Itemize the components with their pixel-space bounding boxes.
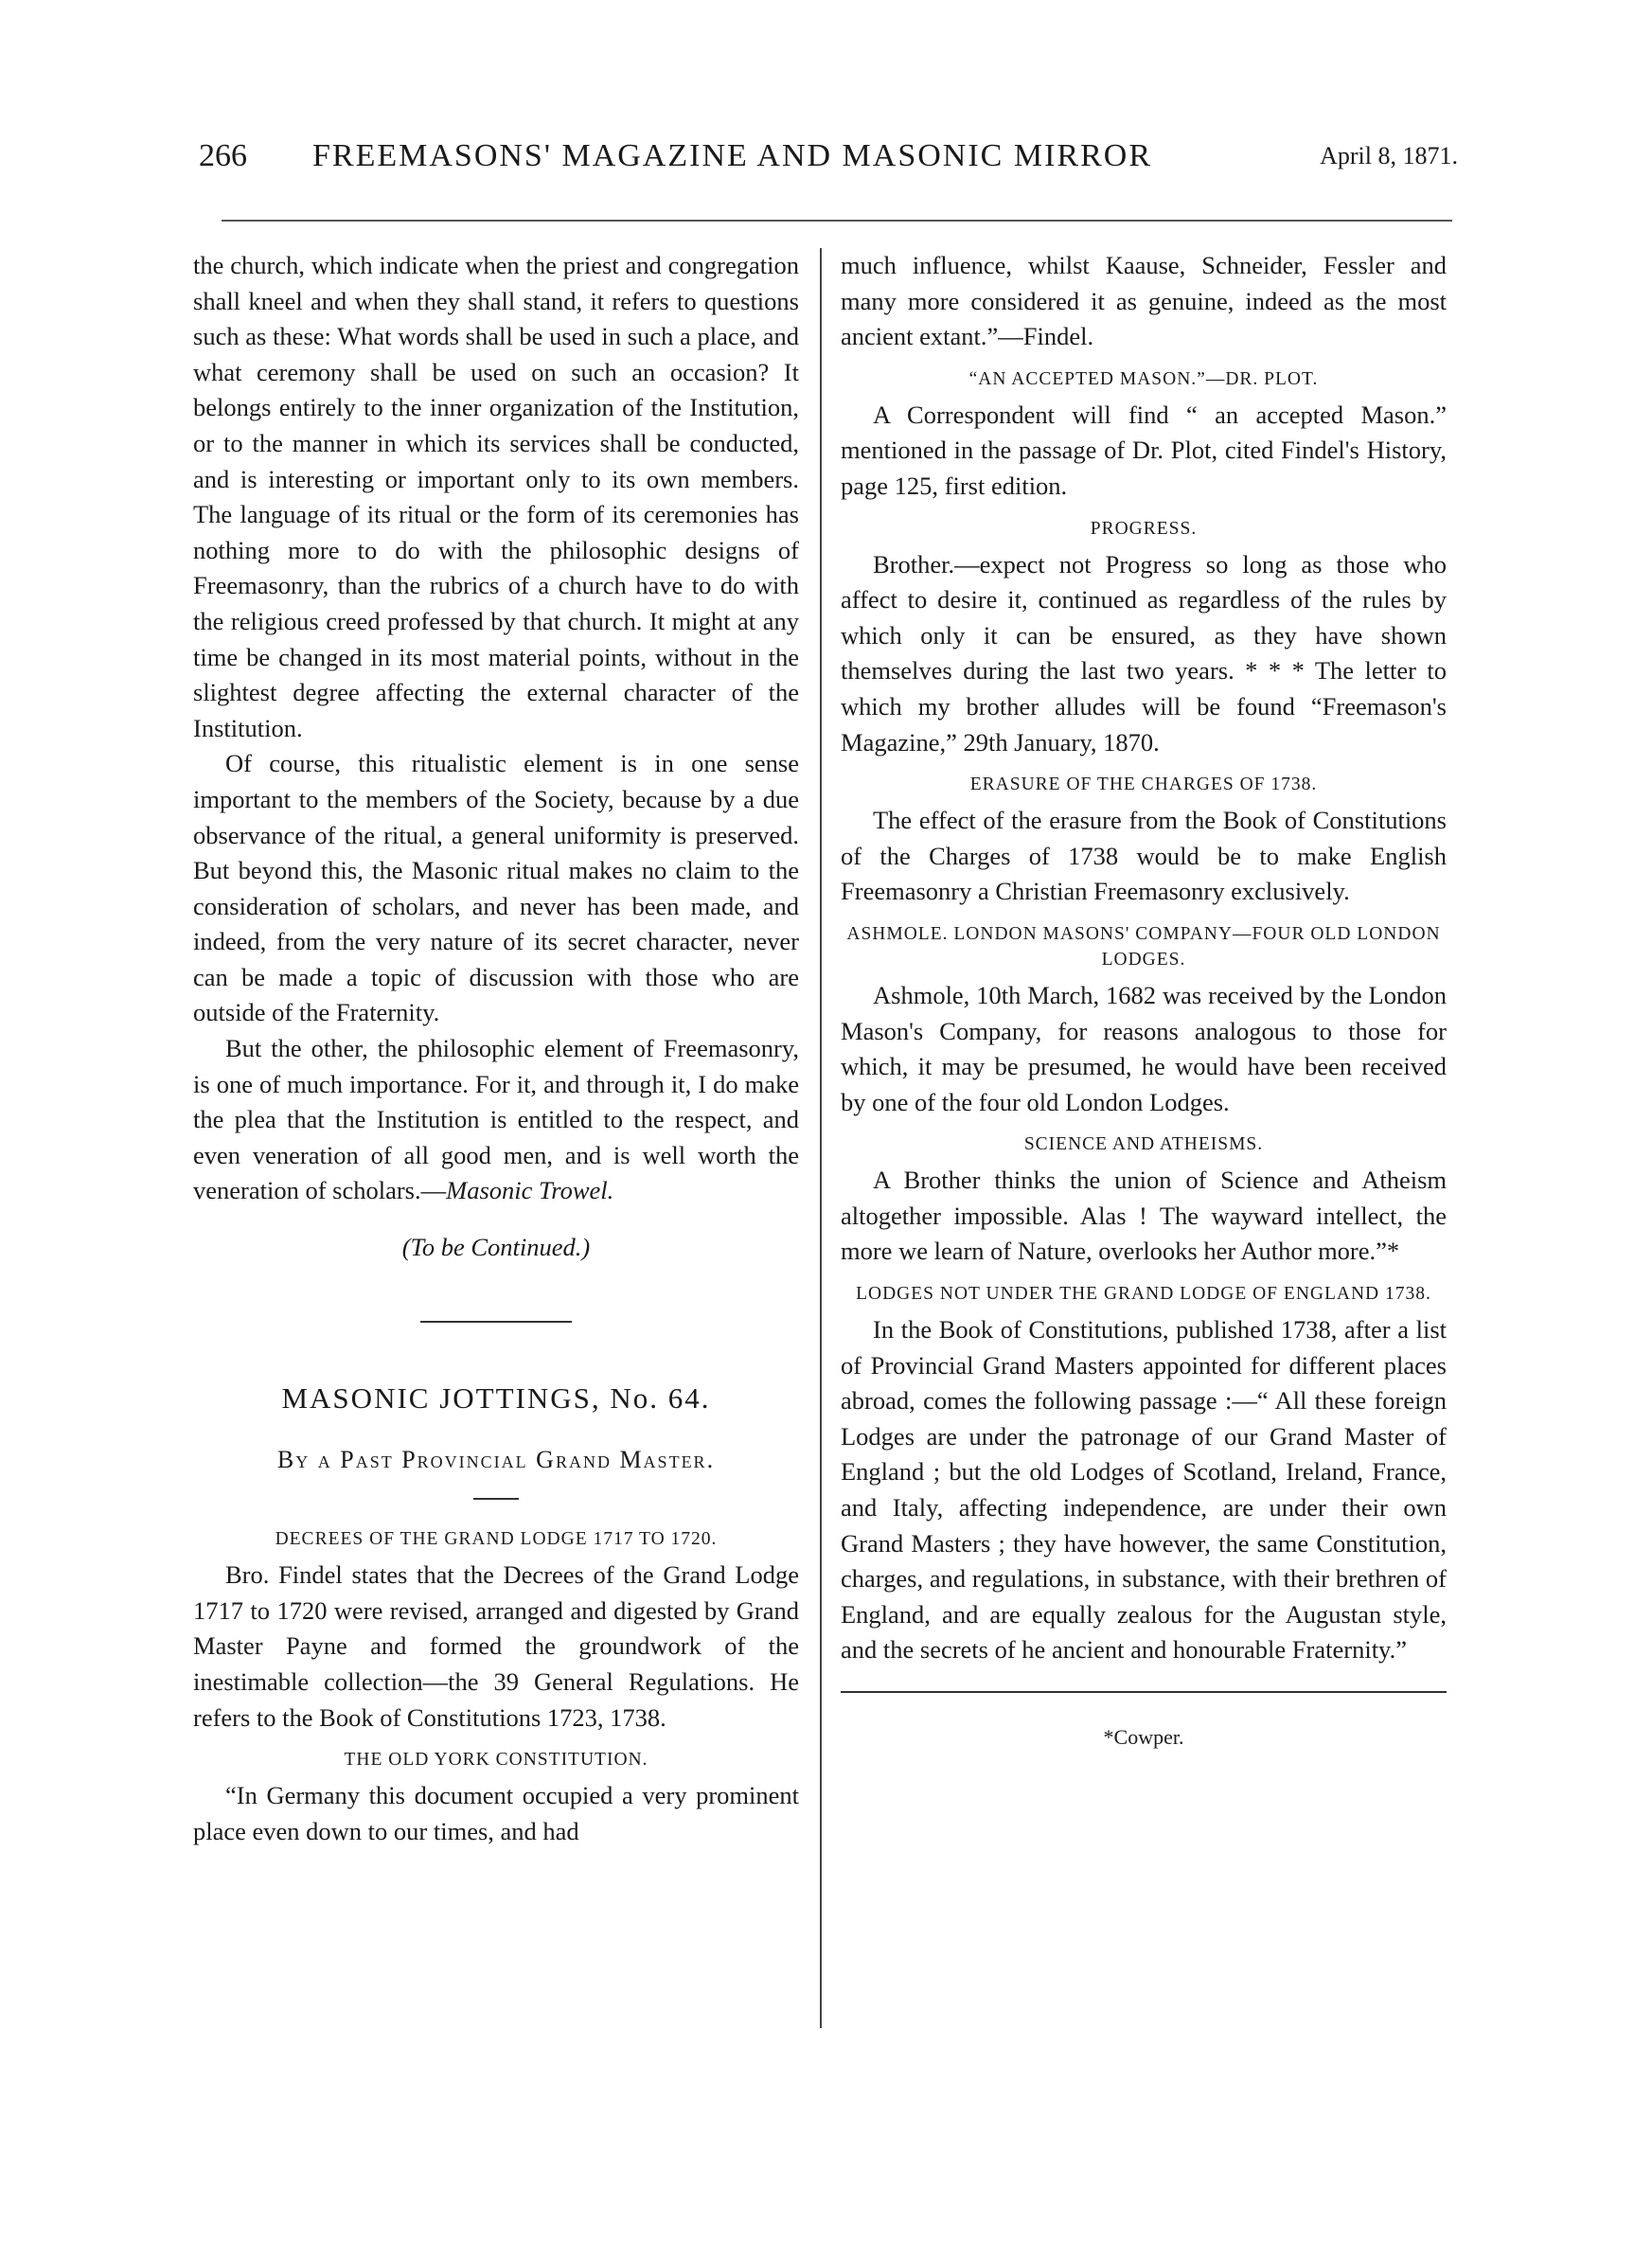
paragraph: “In Germany this document occupied a very prominent place even down to our times, and had <box>193 1781 799 1845</box>
header-rule <box>222 220 1452 222</box>
column-divider <box>820 248 822 2028</box>
section-heading: ASHMOLE. LONDON MASONS' COMPANY—FOUR OLD LONDON LODGES. <box>846 923 1441 970</box>
article-byline: By a Past Provincial Grand Master. <box>276 1445 716 1473</box>
byline-rule <box>473 1498 519 1500</box>
paragraph: In the Book of Constitutions, published 1738, after a list of Provincial Grand Masters appointed for different places abroad, comes the following passage :—“ All these foreign Lodges are under the patronage of our Grand Master of England ; but the old Lodges of Scotland, Ireland, France, and Italy, affecting independence, are under their own Grand Masters ; they have however, the same Constitution, charges, and regulations, in substance, with their brethren of England, and are equally zealous for the Augustan style, and the secrets of he ancient and honourable Fraternity.” <box>841 1315 1447 1665</box>
paragraph <box>193 1031 799 1209</box>
to-be-continued: (To be Continued.) <box>401 1233 591 1262</box>
paragraph: Bro. Findel states that the Decrees of the Grand Lodge 1717 to 1720 were revised, arranged and digested by Grand Master Payne and formed the groundwork of the inestimable collection—the 39 General Regulations. He refers to the Book of Constitutions 1723, 1738. <box>193 1560 799 1732</box>
section-heading: DECREES OF THE GRAND LODGE 1717 TO 1720. <box>275 1529 718 1550</box>
section-heading: ERASURE OF THE CHARGES OF 1738. <box>969 775 1318 795</box>
paragraph: the church, which indicate when the priest and congregation shall kneel and when they shall stand, it refers to questions such as these: What words shall be used in such a place, and what ceremony shall be used on such an occasion? It belongs entirely to the inner organization of the Institution, or to the manner in which its services shall be conducted, and is interesting or important only to its own members. The language of its ritual or the form of its ceremonies has nothing more to do with the philosophic designs of Freemasonry, than the rubrics of a church have to do with the religious creed professed by that church. It might at any time be changed in its most material points, without in the slightest degree affecting the external character of the Institution. <box>193 251 799 742</box>
issue-date: April 8, 1871. <box>1320 142 1458 169</box>
section-heading: THE OLD YORK CONSTITUTION. <box>344 1750 648 1771</box>
paragraph-text: But the other, the philosophic element of Freemasonry, is one of much importance. For it, and through it, I do make the plea that the Institution is entitled to the respect, and even veneration of all good men, and is well worth the veneration of scholars.— <box>193 1034 799 1205</box>
paragraph: The effect of the erasure from the Book of Constitutions of the Charges of 1738 would be to make English Freemasonry a Christian Freemasonry exclusively. <box>841 806 1447 906</box>
page-number: 266 <box>199 138 247 173</box>
section-rule <box>420 1321 572 1323</box>
section-heading: SCIENCE AND ATHEISMS. <box>1023 1134 1264 1155</box>
paragraph: Of course, this ritualistic element is in one sense important to the members of the Society, because by a due observance of the ritual, a general uniformity is preserved. But beyond this, the Masonic ritual makes no claim to the consideration of scholars, and never has been made, and indeed, from the very nature of its secret character, never can be made a topic of discussion with those who are outside of the Fraternity. <box>193 749 799 1027</box>
footnote-rule <box>841 1691 1447 1693</box>
right-column <box>841 248 1447 1755</box>
source-attribution: Masonic Trowel. <box>446 1176 614 1205</box>
paragraph: much influence, whilst Kaause, Schneider, Fessler and many more considered it as genuine, indeed as the most ancient extant.”—Findel. <box>841 251 1447 351</box>
article-title: MASONIC JOTTINGS, No. 64. <box>281 1380 711 1415</box>
paragraph: Ashmole, 10th March, 1682 was received by the London Mason's Company, for reasons analogous to those for which, it may be presumed, he would have been received by one of the four old London Lodges. <box>841 980 1447 1116</box>
running-title: FREEMASONS' MAGAZINE AND MASONIC MIRROR <box>312 138 1152 173</box>
paragraph: Brother.—expect not Progress so long as those who affect to desire it, continued as regardless of the rules by which only it can be ensured, as they have shown themselves during the last two years. * * * The letter to which my brother alludes will be found “Freemason's Magazine,” 29th January, 1870. <box>841 549 1447 757</box>
footnote: *Cowper. <box>1103 1725 1184 1749</box>
paragraph: A Brother thinks the union of Science and Atheism altogether impossible. Alas ! The wayward intellect, the more we learn of Nature, overlooks her Author more.”* <box>841 1166 1447 1266</box>
page-header <box>199 131 1458 187</box>
left-column <box>193 248 799 1849</box>
paragraph: A Correspondent will find “ an accepted Mason.” mentioned in the passage of Dr. Plot, cited Findel's History, page 125, first edition. <box>841 400 1447 500</box>
section-heading: PROGRESS. <box>1090 518 1198 539</box>
section-heading: “AN ACCEPTED MASON.”—DR. PLOT. <box>968 368 1319 389</box>
section-heading: LODGES NOT UNDER THE GRAND LODGE OF ENGLAND 1738. <box>856 1284 1431 1305</box>
